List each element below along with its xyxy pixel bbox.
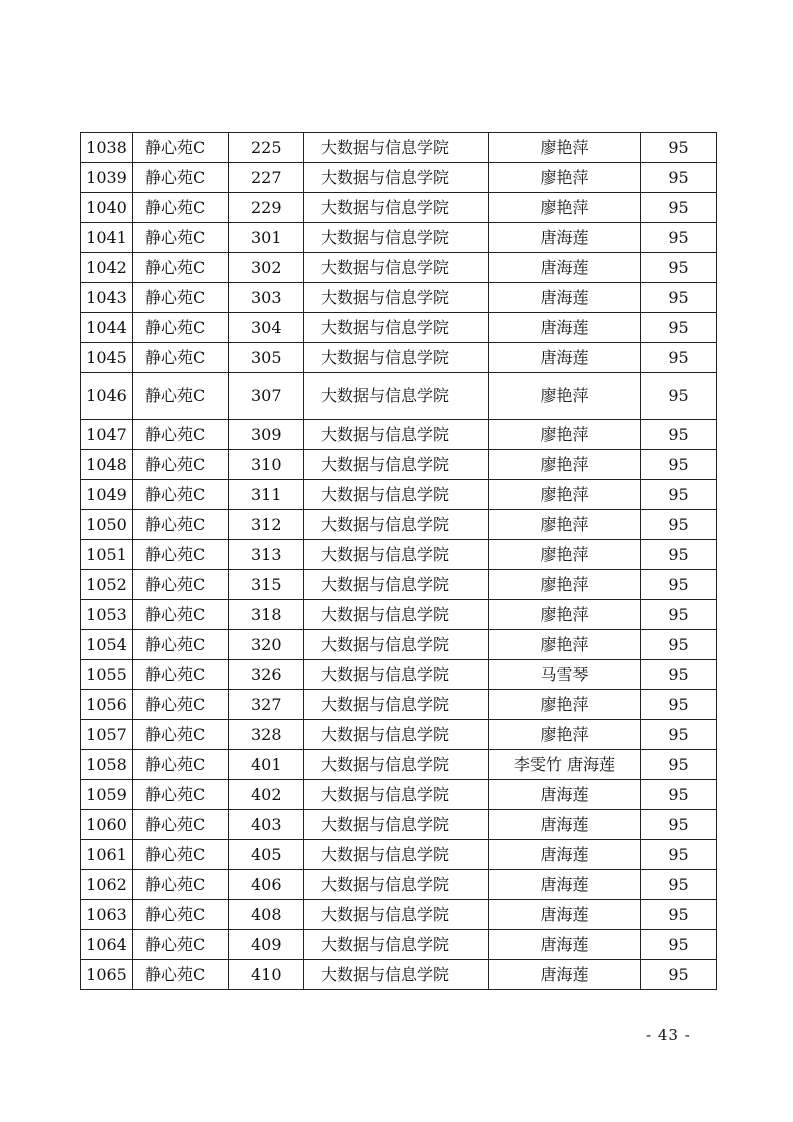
college-cell: 大数据与信息学院 [304, 283, 489, 313]
responsible-person-cell: 廖艳萍 [489, 540, 641, 570]
row-number-cell: 1060 [81, 810, 133, 840]
college-cell: 大数据与信息学院 [304, 343, 489, 373]
row-number-cell: 1041 [81, 223, 133, 253]
table-row [81, 720, 717, 750]
building-cell: 静心苑C [133, 540, 229, 570]
room-number-cell: 310 [229, 450, 304, 480]
score-cell: 95 [641, 720, 717, 750]
row-number-cell: 1064 [81, 930, 133, 960]
building-cell: 静心苑C [133, 343, 229, 373]
score-cell: 95 [641, 870, 717, 900]
score-cell: 95 [641, 630, 717, 660]
college-cell: 大数据与信息学院 [304, 480, 489, 510]
row-number-cell: 1054 [81, 630, 133, 660]
room-number-cell: 309 [229, 420, 304, 450]
building-cell: 静心苑C [133, 223, 229, 253]
row-number-cell: 1061 [81, 840, 133, 870]
table-row [81, 540, 717, 570]
responsible-person-cell: 唐海莲 [489, 780, 641, 810]
room-number-cell: 225 [229, 133, 304, 163]
table-row [81, 163, 717, 193]
building-cell: 静心苑C [133, 630, 229, 660]
table-row [81, 420, 717, 450]
room-number-cell: 327 [229, 690, 304, 720]
responsible-person-cell: 廖艳萍 [489, 570, 641, 600]
college-cell: 大数据与信息学院 [304, 570, 489, 600]
building-cell: 静心苑C [133, 163, 229, 193]
row-number-cell: 1051 [81, 540, 133, 570]
score-cell: 95 [641, 540, 717, 570]
table-row [81, 133, 717, 163]
responsible-person-cell: 廖艳萍 [489, 690, 641, 720]
table-row [81, 630, 717, 660]
score-cell: 95 [641, 960, 717, 990]
table-row [81, 343, 717, 373]
college-cell: 大数据与信息学院 [304, 750, 489, 780]
row-number-cell: 1047 [81, 420, 133, 450]
score-cell: 95 [641, 283, 717, 313]
row-number-cell: 1042 [81, 253, 133, 283]
room-number-cell: 302 [229, 253, 304, 283]
room-number-cell: 318 [229, 600, 304, 630]
score-cell: 95 [641, 193, 717, 223]
responsible-person-cell: 唐海莲 [489, 960, 641, 990]
row-number-cell: 1055 [81, 660, 133, 690]
table-row [81, 193, 717, 223]
room-number-cell: 301 [229, 223, 304, 253]
college-cell: 大数据与信息学院 [304, 660, 489, 690]
building-cell: 静心苑C [133, 690, 229, 720]
responsible-person-cell: 唐海莲 [489, 223, 641, 253]
responsible-person-cell: 唐海莲 [489, 900, 641, 930]
score-cell: 95 [641, 900, 717, 930]
college-cell: 大数据与信息学院 [304, 780, 489, 810]
room-number-cell: 227 [229, 163, 304, 193]
room-number-cell: 406 [229, 870, 304, 900]
responsible-person-cell: 廖艳萍 [489, 193, 641, 223]
score-cell: 95 [641, 660, 717, 690]
row-number-cell: 1056 [81, 690, 133, 720]
table-row [81, 660, 717, 690]
building-cell: 静心苑C [133, 480, 229, 510]
table-row [81, 510, 717, 540]
score-cell: 95 [641, 163, 717, 193]
building-cell: 静心苑C [133, 810, 229, 840]
building-cell: 静心苑C [133, 870, 229, 900]
building-cell: 静心苑C [133, 780, 229, 810]
responsible-person-cell: 廖艳萍 [489, 420, 641, 450]
responsible-person-cell: 唐海莲 [489, 810, 641, 840]
table-row [81, 750, 717, 780]
row-number-cell: 1059 [81, 780, 133, 810]
score-cell: 95 [641, 510, 717, 540]
room-number-cell: 402 [229, 780, 304, 810]
score-cell: 95 [641, 480, 717, 510]
table-row [81, 570, 717, 600]
row-number-cell: 1063 [81, 900, 133, 930]
dormitory-score-table [80, 132, 717, 990]
room-number-cell: 408 [229, 900, 304, 930]
responsible-person-cell: 廖艳萍 [489, 510, 641, 540]
score-cell: 95 [641, 420, 717, 450]
responsible-person-cell: 唐海莲 [489, 313, 641, 343]
building-cell: 静心苑C [133, 840, 229, 870]
table-row [81, 930, 717, 960]
row-number-cell: 1043 [81, 283, 133, 313]
row-number-cell: 1039 [81, 163, 133, 193]
college-cell: 大数据与信息学院 [304, 630, 489, 660]
college-cell: 大数据与信息学院 [304, 930, 489, 960]
room-number-cell: 328 [229, 720, 304, 750]
building-cell: 静心苑C [133, 900, 229, 930]
college-cell: 大数据与信息学院 [304, 510, 489, 540]
responsible-person-cell: 唐海莲 [489, 930, 641, 960]
college-cell: 大数据与信息学院 [304, 420, 489, 450]
college-cell: 大数据与信息学院 [304, 960, 489, 990]
table-row [81, 840, 717, 870]
table-body [81, 133, 717, 990]
responsible-person-cell: 李雯竹 唐海莲 [489, 750, 641, 780]
table-row [81, 960, 717, 990]
room-number-cell: 410 [229, 960, 304, 990]
college-cell: 大数据与信息学院 [304, 133, 489, 163]
room-number-cell: 315 [229, 570, 304, 600]
building-cell: 静心苑C [133, 133, 229, 163]
score-cell: 95 [641, 840, 717, 870]
college-cell: 大数据与信息学院 [304, 373, 489, 420]
responsible-person-cell: 廖艳萍 [489, 450, 641, 480]
score-cell: 95 [641, 253, 717, 283]
building-cell: 静心苑C [133, 750, 229, 780]
responsible-person-cell: 廖艳萍 [489, 600, 641, 630]
table-row [81, 690, 717, 720]
responsible-person-cell: 马雪琴 [489, 660, 641, 690]
row-number-cell: 1045 [81, 343, 133, 373]
room-number-cell: 304 [229, 313, 304, 343]
table-row [81, 283, 717, 313]
row-number-cell: 1050 [81, 510, 133, 540]
row-number-cell: 1053 [81, 600, 133, 630]
row-number-cell: 1044 [81, 313, 133, 343]
responsible-person-cell: 唐海莲 [489, 343, 641, 373]
score-cell: 95 [641, 780, 717, 810]
score-cell: 95 [641, 570, 717, 600]
college-cell: 大数据与信息学院 [304, 720, 489, 750]
college-cell: 大数据与信息学院 [304, 540, 489, 570]
room-number-cell: 403 [229, 810, 304, 840]
score-cell: 95 [641, 810, 717, 840]
responsible-person-cell: 廖艳萍 [489, 163, 641, 193]
building-cell: 静心苑C [133, 450, 229, 480]
room-number-cell: 307 [229, 373, 304, 420]
room-number-cell: 409 [229, 930, 304, 960]
row-number-cell: 1062 [81, 870, 133, 900]
score-cell: 95 [641, 223, 717, 253]
building-cell: 静心苑C [133, 660, 229, 690]
college-cell: 大数据与信息学院 [304, 163, 489, 193]
row-number-cell: 1058 [81, 750, 133, 780]
college-cell: 大数据与信息学院 [304, 193, 489, 223]
row-number-cell: 1049 [81, 480, 133, 510]
room-number-cell: 326 [229, 660, 304, 690]
score-cell: 95 [641, 313, 717, 343]
responsible-person-cell: 唐海莲 [489, 840, 641, 870]
room-number-cell: 229 [229, 193, 304, 223]
room-number-cell: 313 [229, 540, 304, 570]
table-row [81, 480, 717, 510]
room-number-cell: 320 [229, 630, 304, 660]
table-row [81, 600, 717, 630]
row-number-cell: 1046 [81, 373, 133, 420]
score-cell: 95 [641, 343, 717, 373]
score-cell: 95 [641, 750, 717, 780]
room-number-cell: 305 [229, 343, 304, 373]
row-number-cell: 1052 [81, 570, 133, 600]
building-cell: 静心苑C [133, 193, 229, 223]
score-cell: 95 [641, 600, 717, 630]
room-number-cell: 401 [229, 750, 304, 780]
room-number-cell: 303 [229, 283, 304, 313]
college-cell: 大数据与信息学院 [304, 313, 489, 343]
room-number-cell: 311 [229, 480, 304, 510]
table-row [81, 223, 717, 253]
table-row [81, 810, 717, 840]
college-cell: 大数据与信息学院 [304, 253, 489, 283]
building-cell: 静心苑C [133, 283, 229, 313]
building-cell: 静心苑C [133, 510, 229, 540]
building-cell: 静心苑C [133, 253, 229, 283]
score-cell: 95 [641, 133, 717, 163]
row-number-cell: 1065 [81, 960, 133, 990]
score-cell: 95 [641, 930, 717, 960]
table-row [81, 313, 717, 343]
responsible-person-cell: 廖艳萍 [489, 630, 641, 660]
building-cell: 静心苑C [133, 373, 229, 420]
table-row [81, 253, 717, 283]
responsible-person-cell: 廖艳萍 [489, 373, 641, 420]
responsible-person-cell: 唐海莲 [489, 253, 641, 283]
row-number-cell: 1048 [81, 450, 133, 480]
page-number: - 43 - [646, 1026, 691, 1044]
score-cell: 95 [641, 373, 717, 420]
building-cell: 静心苑C [133, 570, 229, 600]
room-number-cell: 405 [229, 840, 304, 870]
building-cell: 静心苑C [133, 600, 229, 630]
responsible-person-cell: 唐海莲 [489, 283, 641, 313]
score-cell: 95 [641, 690, 717, 720]
table-row [81, 870, 717, 900]
college-cell: 大数据与信息学院 [304, 450, 489, 480]
table-row [81, 780, 717, 810]
table-row [81, 373, 717, 420]
college-cell: 大数据与信息学院 [304, 690, 489, 720]
building-cell: 静心苑C [133, 960, 229, 990]
college-cell: 大数据与信息学院 [304, 810, 489, 840]
row-number-cell: 1057 [81, 720, 133, 750]
responsible-person-cell: 唐海莲 [489, 870, 641, 900]
table-row [81, 900, 717, 930]
building-cell: 静心苑C [133, 930, 229, 960]
room-number-cell: 312 [229, 510, 304, 540]
responsible-person-cell: 廖艳萍 [489, 133, 641, 163]
college-cell: 大数据与信息学院 [304, 840, 489, 870]
responsible-person-cell: 廖艳萍 [489, 720, 641, 750]
college-cell: 大数据与信息学院 [304, 870, 489, 900]
building-cell: 静心苑C [133, 420, 229, 450]
college-cell: 大数据与信息学院 [304, 600, 489, 630]
college-cell: 大数据与信息学院 [304, 900, 489, 930]
table-row [81, 450, 717, 480]
building-cell: 静心苑C [133, 720, 229, 750]
responsible-person-cell: 廖艳萍 [489, 480, 641, 510]
row-number-cell: 1040 [81, 193, 133, 223]
score-cell: 95 [641, 450, 717, 480]
row-number-cell: 1038 [81, 133, 133, 163]
college-cell: 大数据与信息学院 [304, 223, 489, 253]
building-cell: 静心苑C [133, 313, 229, 343]
